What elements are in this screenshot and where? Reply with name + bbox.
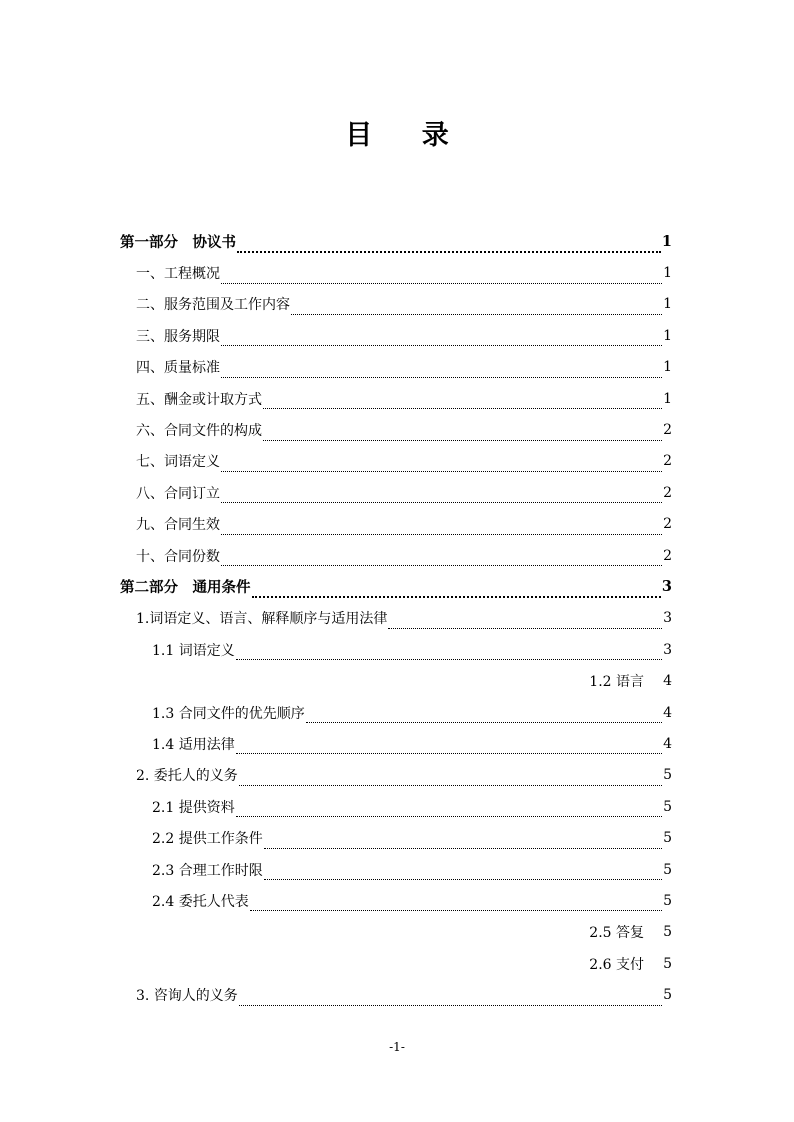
toc-leader-dots: [388, 614, 662, 629]
toc-entry-label: 1.2 语言: [589, 674, 644, 691]
toc-entry-label: 1.词语定义、语言、解释顺序与适用法律: [136, 611, 388, 628]
toc-entry-page-number: 5: [663, 987, 672, 1004]
toc-entry-page-number: 1: [661, 233, 672, 251]
toc-entry[interactable]: [120, 509, 672, 540]
toc-entry-page-number: 3: [663, 641, 672, 658]
toc-entry-page-number: 1: [663, 390, 672, 407]
toc-leader-dots: [221, 488, 662, 503]
toc-leader-dots: [263, 394, 662, 409]
toc-entry[interactable]: [120, 885, 672, 916]
page-number: -1-: [389, 1040, 405, 1054]
toc-entry[interactable]: [120, 791, 672, 822]
toc-leader-dots: [221, 331, 662, 346]
toc-leader-dots: [221, 363, 662, 378]
toc-entry-page-number: 2: [663, 422, 672, 439]
toc-entry-page-number: 4: [663, 735, 672, 752]
toc-entry[interactable]: [120, 979, 672, 1010]
toc-entry-label: 1.3 合同文件的优先顺序: [152, 705, 305, 722]
toc-entry-label: 第二部分 通用条件: [120, 579, 251, 597]
toc-entry-label: 十、合同份数: [136, 548, 220, 565]
toc-entry-page-number: 1: [663, 359, 672, 376]
toc-entry[interactable]: [120, 446, 672, 477]
toc-entry[interactable]: [120, 352, 672, 383]
toc-entry[interactable]: [120, 383, 672, 414]
toc-entry-label: 五、酬金或计取方式: [136, 391, 262, 408]
toc-leader-dots: [221, 269, 662, 284]
toc-entry[interactable]: [120, 634, 672, 665]
toc-entry-page-number: 5: [663, 861, 672, 878]
toc-entry-label: 二、服务范围及工作内容: [136, 297, 290, 314]
toc-entry-label: 2.2 提供工作条件: [152, 831, 263, 848]
toc-entry[interactable]: [120, 917, 672, 948]
toc-entry[interactable]: [120, 257, 672, 288]
toc-entry[interactable]: [120, 226, 672, 257]
toc-entry-label: 2.6 支付: [589, 956, 644, 973]
toc-entry-label: 2.3 合理工作时限: [152, 862, 263, 879]
toc-entry[interactable]: [120, 665, 672, 696]
toc-entry-label: 2. 委托人的义务: [136, 768, 238, 785]
toc-entry-label: 2.1 提供资料: [152, 799, 235, 816]
toc-entry[interactable]: [120, 822, 672, 853]
toc-entry[interactable]: [120, 854, 672, 885]
toc-leader-dots: [250, 896, 662, 911]
toc-leader-dots: [264, 834, 662, 849]
toc-entry-page-number: 4: [663, 673, 672, 690]
toc-entry-page-number: 2: [663, 516, 672, 533]
toc-entry-label: 3. 咨询人的义务: [136, 988, 238, 1005]
toc-entry[interactable]: [120, 414, 672, 445]
toc-entry-label: 七、词语定义: [136, 454, 220, 471]
toc-leader-dots: [221, 520, 662, 535]
toc-entry[interactable]: [120, 760, 672, 791]
toc-entry-label: 八、合同订立: [136, 485, 220, 502]
toc-entry-label: 第一部分 协议书: [120, 234, 236, 252]
toc-entry[interactable]: [120, 697, 672, 728]
toc-leader-dots: [239, 991, 662, 1006]
toc-leader-dots: [306, 708, 662, 723]
toc-entry-page-number: 3: [661, 578, 672, 596]
toc-entry-label: 2.4 委托人代表: [152, 893, 249, 910]
toc-entry-page-number: 2: [663, 484, 672, 501]
toc-entry-page-number: 5: [663, 892, 672, 909]
toc-entry[interactable]: [120, 571, 672, 602]
toc-entry-page-number: 1: [663, 265, 672, 282]
toc-entry-page-number: 5: [663, 955, 672, 972]
toc-entry-page-number: 5: [663, 798, 672, 815]
toc-leader-dots: [236, 645, 662, 660]
toc-entry[interactable]: [120, 320, 672, 351]
toc-leader-dots: [264, 865, 662, 880]
toc-leader-dots: [237, 236, 661, 253]
toc-entry-page-number: 1: [663, 296, 672, 313]
toc-leader-dots: [236, 802, 662, 817]
toc-entry-page-number: 2: [663, 547, 672, 564]
toc-entry-label: 九、合同生效: [136, 517, 220, 534]
toc-entry[interactable]: [120, 603, 672, 634]
toc-entry[interactable]: [120, 948, 672, 979]
toc-entry-page-number: 4: [663, 704, 672, 721]
toc-entry-page-number: 5: [663, 830, 672, 847]
toc-leader-dots: [239, 771, 662, 786]
page-title: 目 录: [345, 120, 469, 151]
toc-entry-label: 一、工程概况: [136, 266, 220, 283]
toc-leader-dots: [221, 551, 662, 566]
toc-entry[interactable]: [120, 289, 672, 320]
toc-entry-label: 1.1 词语定义: [152, 642, 235, 659]
table-of-contents: [120, 226, 672, 1011]
toc-leader-dots: [252, 582, 661, 599]
toc-entry-label: 三、服务期限: [136, 328, 220, 345]
toc-entry[interactable]: [120, 728, 672, 759]
toc-entry-page-number: 3: [663, 610, 672, 627]
toc-entry-page-number: 5: [663, 924, 672, 941]
toc-entry-label: 1.4 适用法律: [152, 736, 235, 753]
toc-entry-label: 四、质量标准: [136, 360, 220, 377]
toc-entry-page-number: 2: [663, 453, 672, 470]
toc-leader-dots: [291, 300, 662, 315]
toc-entry-page-number: 1: [663, 327, 672, 344]
toc-entry-label: 六、合同文件的构成: [136, 423, 262, 440]
toc-leader-dots: [263, 426, 662, 441]
toc-leader-dots: [236, 739, 662, 754]
toc-entry[interactable]: [120, 540, 672, 571]
toc-entry-label: 2.5 答复: [589, 925, 644, 942]
toc-entry[interactable]: [120, 477, 672, 508]
toc-entry-page-number: 5: [663, 767, 672, 784]
toc-leader-dots: [221, 457, 662, 472]
